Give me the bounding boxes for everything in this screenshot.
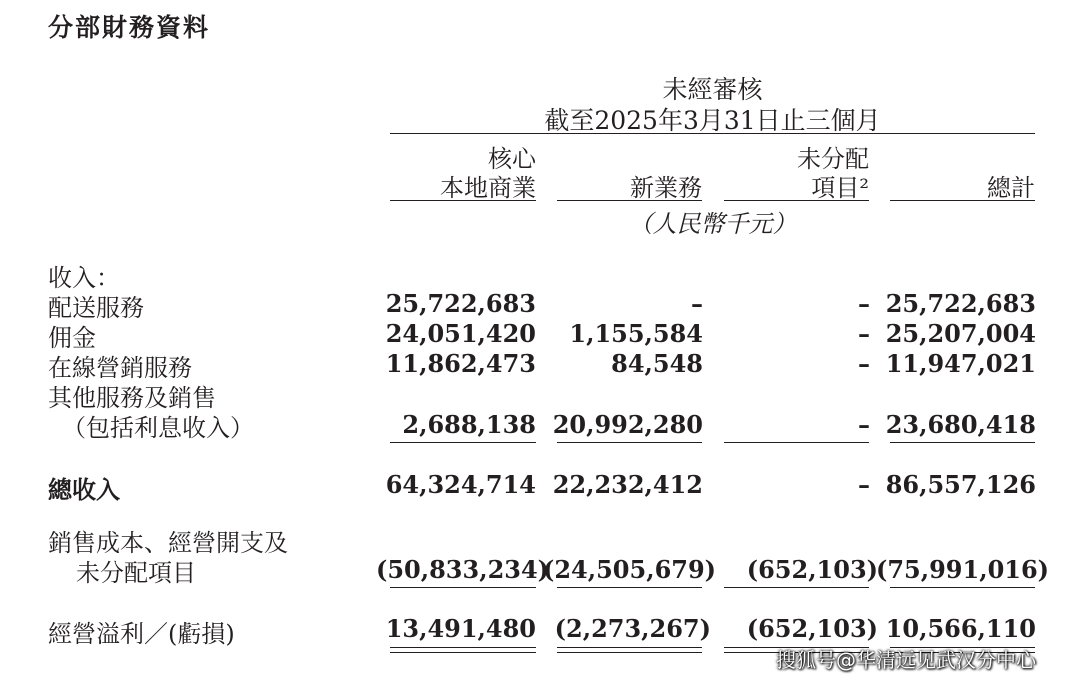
subtotal-line [390, 442, 536, 443]
col-underline-total [890, 200, 1035, 201]
row-label-other-services: 其他服務及銷售 [48, 384, 216, 412]
col-underline-unallocated [724, 200, 869, 201]
period-underline [390, 133, 1035, 134]
cell: 25,722,683 [885, 289, 1036, 318]
cell: 2,688,138 [402, 410, 536, 439]
cell: 25,207,004 [885, 319, 1036, 348]
cell: 86,557,126 [885, 470, 1036, 499]
cell: 64,324,714 [385, 470, 536, 499]
cell: 13,491,480 [385, 614, 536, 643]
double-underline [390, 647, 536, 653]
col-header-new-business: 新業務 [630, 174, 702, 202]
cell: – [858, 289, 870, 318]
col-header-core-line2: 本地商業 [440, 174, 536, 202]
cell: – [858, 319, 870, 348]
cell: 1,155,584 [569, 319, 703, 348]
unit-label: （人民幣千元） [628, 210, 797, 238]
cell: – [858, 470, 870, 499]
subtotal-line [890, 587, 1035, 588]
row-label-commission: 佣金 [48, 324, 96, 352]
cell: 25,722,683 [385, 289, 536, 318]
cell: (50,833,234) [376, 555, 550, 584]
double-underline [557, 647, 702, 653]
cell: 10,566,110 [885, 614, 1036, 643]
subtotal-line [557, 587, 702, 588]
row-label-delivery: 配送服務 [48, 294, 144, 322]
cell: 11,947,021 [885, 349, 1036, 378]
cell: 22,232,412 [552, 470, 703, 499]
cell: 23,680,418 [885, 410, 1036, 439]
watermark: 搜狐号@华清远见武汉分中心 [776, 648, 1036, 672]
col-header-total: 總計 [987, 174, 1035, 202]
col-underline-core [390, 200, 536, 201]
cell: 11,862,473 [385, 349, 536, 378]
cell: (652,103) [746, 614, 878, 643]
row-label-online-marketing: 在線營銷服務 [48, 354, 192, 382]
col-header-unallocated-line1: 未分配 [797, 145, 869, 173]
row-label-operating-profit: 經營溢利／(虧損) [48, 620, 235, 648]
cell: (75,991,016) [876, 555, 1050, 584]
col-underline-new [557, 200, 702, 201]
cell: 84,548 [611, 349, 703, 378]
row-label-total-revenue: 總收入 [48, 475, 120, 504]
period-line1: 未經審核 [662, 75, 763, 104]
row-label-other-services-note: （包括利息收入） [62, 414, 254, 442]
cell: – [858, 410, 870, 439]
period-line2: 截至2025年3月31日止三個月 [544, 106, 881, 135]
cell: (652,103) [746, 555, 878, 584]
subtotal-line [724, 587, 869, 588]
page-title: 分部財務資料 [48, 13, 211, 42]
col-header-unallocated-line2: 項目² [811, 174, 869, 202]
cell: (24,505,679) [543, 555, 717, 584]
row-label-costs-line2: 未分配項目 [76, 559, 196, 587]
subtotal-line [390, 587, 536, 588]
cell: (2,273,267) [554, 614, 711, 643]
cell: 20,992,280 [552, 410, 703, 439]
row-label-costs: 銷售成本、經營開支及 [48, 529, 288, 557]
col-header-core-line1: 核心 [488, 145, 536, 173]
cell: 24,051,420 [385, 319, 536, 348]
section-revenue-label: 收入： [48, 264, 120, 292]
cell: – [691, 289, 703, 318]
subtotal-line [557, 442, 702, 443]
subtotal-line [890, 442, 1035, 443]
cell: – [858, 349, 870, 378]
subtotal-line [724, 442, 869, 443]
